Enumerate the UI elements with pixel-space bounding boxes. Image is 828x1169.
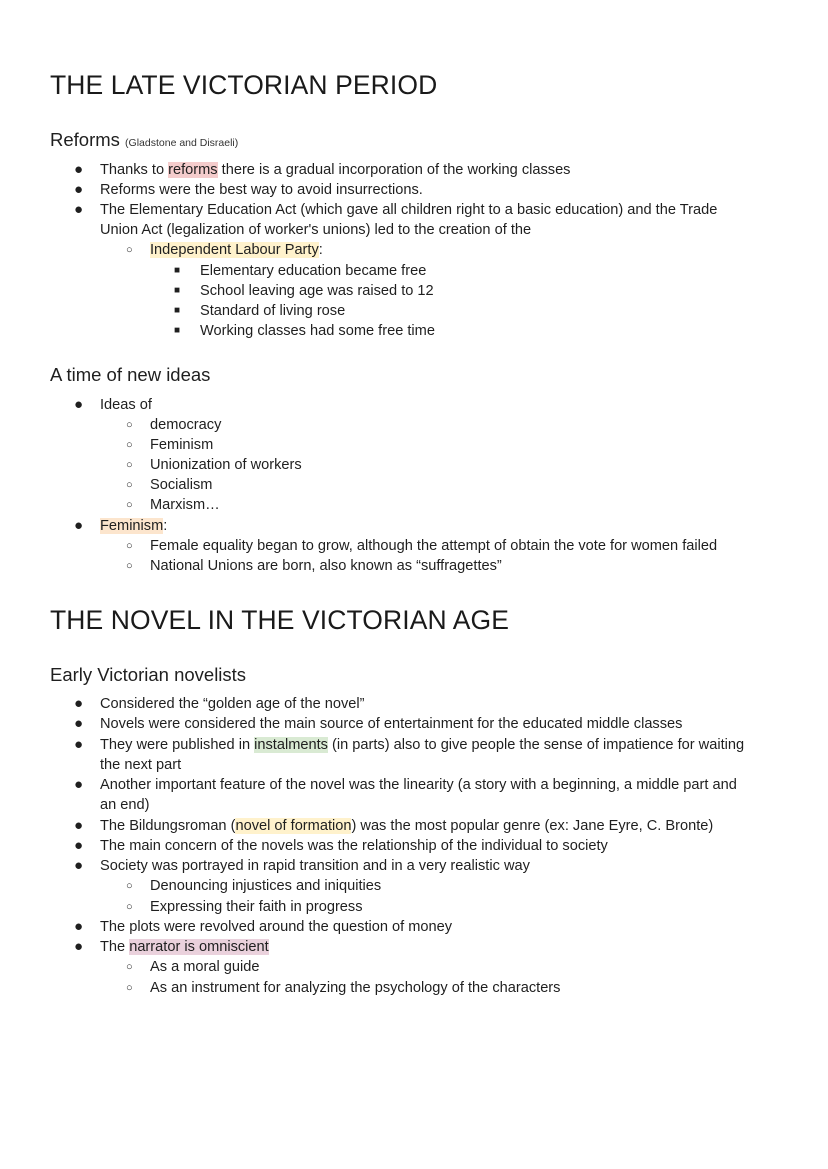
sub-list-item: Marxism… <box>150 497 220 513</box>
bullet-disc: ● <box>74 857 84 874</box>
bullet-disc: ● <box>74 817 84 834</box>
sub-sub-list-item: Elementary education became free <box>200 263 427 279</box>
list-item: Another important feature of the novel was the linearity (a story with a beginning, a middle part and <box>100 777 737 793</box>
sub-sub-list-item: Working classes had some free time <box>200 323 435 339</box>
sub-list-item: democracy <box>150 417 222 433</box>
bullet-disc: ● <box>74 938 84 955</box>
sub-list-item: Socialism <box>150 477 213 493</box>
sub-list-item: As an instrument for analyzing the psychology of the characters <box>150 980 561 996</box>
sub-sub-list-item: School leaving age was raised to 12 <box>200 283 434 299</box>
list-item: Reforms were the best way to avoid insurrections. <box>100 182 423 198</box>
list-item: Feminism: <box>100 518 168 534</box>
bullet-circle: ○ <box>126 540 133 552</box>
subheading-note: (Gladstone and Disraeli) <box>125 137 239 149</box>
bullet-disc: ● <box>74 837 84 854</box>
sub-list-item: Expressing their faith in progress <box>150 899 363 915</box>
bullet-disc: ● <box>74 736 84 753</box>
bullet-circle: ○ <box>126 499 133 511</box>
bullet-disc: ● <box>74 201 84 218</box>
bullet-disc: ● <box>74 396 84 413</box>
list-item: The narrator is omniscient <box>100 939 269 955</box>
bullet-circle: ○ <box>126 560 133 572</box>
list-item: The plots were revolved around the question of money <box>100 919 453 935</box>
bullet-disc: ● <box>74 695 84 712</box>
list-item: The Elementary Education Act (which gave all children right to a basic education) and the Trade <box>100 202 718 218</box>
sub-list-item: Unionization of workers <box>150 457 302 473</box>
sub-sub-list-item: Standard of living rose <box>200 303 346 319</box>
sub-list-item: Feminism <box>150 437 214 453</box>
subheading-new-ideas: A time of new ideas <box>50 364 211 385</box>
highlight: Independent Labour Party <box>150 242 319 258</box>
highlight: instalments <box>254 737 328 753</box>
bullet-square: ■ <box>174 265 181 276</box>
bullet-disc: ● <box>74 715 84 732</box>
list-item: Considered the “golden age of the novel” <box>100 696 365 712</box>
bullet-disc: ● <box>74 517 84 534</box>
bullet-disc: ● <box>74 181 84 198</box>
highlight: novel of formation <box>235 818 352 834</box>
bullet-disc: ● <box>74 161 84 178</box>
section-title: THE LATE VICTORIAN PERIOD <box>50 70 438 100</box>
bullet-circle: ○ <box>126 244 133 256</box>
bullet-circle: ○ <box>126 880 133 892</box>
bullet-square: ■ <box>174 305 181 316</box>
bullet-circle: ○ <box>126 419 133 431</box>
list-item: Thanks to reforms there is a gradual incorporation of the working classes <box>100 162 571 178</box>
subheading-early-novelists: Early Victorian novelists <box>50 664 247 685</box>
bullet-circle: ○ <box>126 961 133 973</box>
subheading-reforms <box>50 129 238 151</box>
sub-list-item: Female equality began to grow, although the attempt of obtain the vote for women failed <box>150 538 718 554</box>
bullet-square: ■ <box>174 285 181 296</box>
list-item: Ideas of <box>100 397 152 413</box>
sub-list-item: As a moral guide <box>150 959 260 975</box>
bullet-disc: ● <box>74 776 84 793</box>
subheading-text: Reforms <box>50 129 120 150</box>
bullet-disc: ● <box>74 918 84 935</box>
list-item-continuation: an end) <box>100 797 150 813</box>
bullet-circle: ○ <box>126 459 133 471</box>
list-item: The main concern of the novels was the relationship of the individual to society <box>100 838 608 854</box>
list-item: The Bildungsroman (novel of formation) was the most popular genre (ex: Jane Eyre, C. Bronte) <box>100 818 714 834</box>
highlight: reforms <box>168 162 218 178</box>
sub-list-item: National Unions are born, also known as “suffragettes” <box>150 558 502 574</box>
bullet-circle: ○ <box>126 479 133 491</box>
sub-list-item: Denouncing injustices and iniquities <box>150 878 382 894</box>
list-item-continuation: Union Act (legalization of worker's unions) led to the creation of the <box>100 222 532 238</box>
list-item: Society was portrayed in rapid transition and in a very realistic way <box>100 858 530 874</box>
bullet-square: ■ <box>174 325 181 336</box>
highlight: narrator is omniscient <box>129 939 269 955</box>
list-item-continuation: the next part <box>100 757 182 773</box>
bullet-circle: ○ <box>126 901 133 913</box>
bullet-circle: ○ <box>126 982 133 994</box>
bullet-circle: ○ <box>126 439 133 451</box>
highlight: Feminism <box>100 518 164 534</box>
sub-list-item: Independent Labour Party: <box>150 242 323 258</box>
section-title: THE NOVEL IN THE VICTORIAN AGE <box>50 605 509 635</box>
list-item: They were published in instalments (in parts) also to give people the sense of impatience for waiting <box>100 737 745 753</box>
list-item: Novels were considered the main source of entertainment for the educated middle classes <box>100 716 683 732</box>
